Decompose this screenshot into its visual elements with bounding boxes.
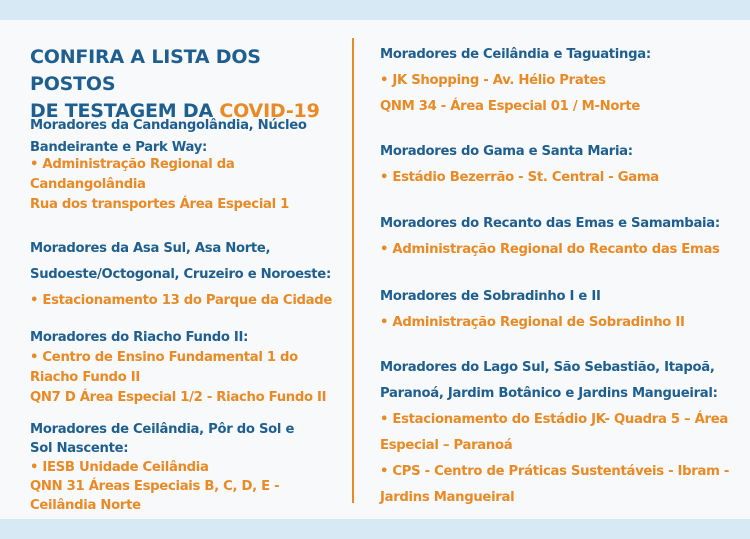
section-heading: Sol Nascente: [30, 441, 129, 456]
section-heading: Bandeirante e Park Way: [30, 140, 208, 155]
location-item: • Administração Regional do Recanto das Emas [380, 242, 720, 257]
section-asa-sul [30, 236, 332, 314]
location-item: Especial – Paranoá [380, 438, 513, 453]
section-candangolandia [30, 115, 307, 159]
section-heading: Paranoá, Jardim Botânico e Jardins Mangueiral: [380, 386, 718, 401]
section-heading: Sudoeste/Octogonal, Cruzeiro e Noroeste: [30, 267, 331, 282]
page-title [30, 44, 350, 125]
top-band [0, 0, 750, 20]
section-sobradinho [380, 284, 685, 336]
section-ceilandia-taguatinga [380, 42, 651, 120]
location-item: Candangolândia [30, 177, 146, 192]
section-heading: Moradores do Gama e Santa Maria: [380, 144, 633, 159]
section-heading: Moradores do Lago Sul, São Sebastião, Itapoã, [380, 360, 715, 375]
location-item: • Estacionamento do Estádio JK- Quadra 5 – Área [380, 412, 728, 427]
location-item: QN7 D Área Especial 1/2 - Riacho Fundo II [30, 390, 327, 405]
location-item: • Administração Regional de Sobradinho II [380, 315, 685, 330]
location-item: • Administração Regional da [30, 157, 235, 172]
location-item: • JK Shopping - Av. Hélio Prates [380, 73, 606, 88]
title-line-1: CONFIRA A LISTA DOS POSTOS [30, 46, 261, 95]
location-item: • CPS - Centro de Práticas Sustentáveis - Ibram - [380, 464, 730, 479]
section-heading: Moradores de Sobradinho I e II [380, 289, 601, 304]
location-item: QNM 34 - Área Especial 01 / M-Norte [380, 99, 640, 114]
location-item: Rua dos transportes Área Especial 1 [30, 197, 290, 212]
location-item: Riacho Fundo II [30, 370, 140, 385]
location-item: • IESB Unidade Ceilândia [30, 460, 209, 475]
section-heading: Moradores de Ceilândia e Taguatinga: [380, 47, 651, 62]
section-gama [380, 139, 659, 191]
section-ceilandia [30, 420, 294, 515]
bottom-band [0, 519, 750, 539]
section-heading: Moradores de Ceilândia, Pôr do Sol e [30, 422, 295, 437]
location-item: Jardins Mangueiral [380, 490, 515, 505]
section-heading: Moradores do Riacho Fundo II: [30, 330, 249, 345]
title-highlight: COVID-19 [219, 100, 320, 122]
section-candangolandia-items [30, 155, 289, 215]
location-item: Ceilândia Norte [30, 498, 141, 513]
section-riacho-fundo [30, 328, 326, 408]
column-divider [352, 38, 354, 503]
section-lago-sul [380, 355, 729, 511]
title-line-2-prefix: DE TESTAGEM DA [30, 100, 220, 122]
section-heading: Moradores da Candangolândia, Núcleo [30, 118, 307, 133]
location-item: • Estádio Bezerrão - St. Central - Gama [380, 170, 659, 185]
location-item: • Centro de Ensino Fundamental 1 do [30, 350, 298, 365]
location-item: QNN 31 Áreas Especiais B, C, D, E - [30, 479, 280, 494]
section-heading: Moradores do Recanto das Emas e Samambaia: [380, 216, 720, 231]
location-item: • Estacionamento 13 do Parque da Cidade [30, 293, 333, 308]
section-recanto [380, 211, 720, 263]
section-heading: Moradores da Asa Sul, Asa Norte, [30, 241, 271, 256]
